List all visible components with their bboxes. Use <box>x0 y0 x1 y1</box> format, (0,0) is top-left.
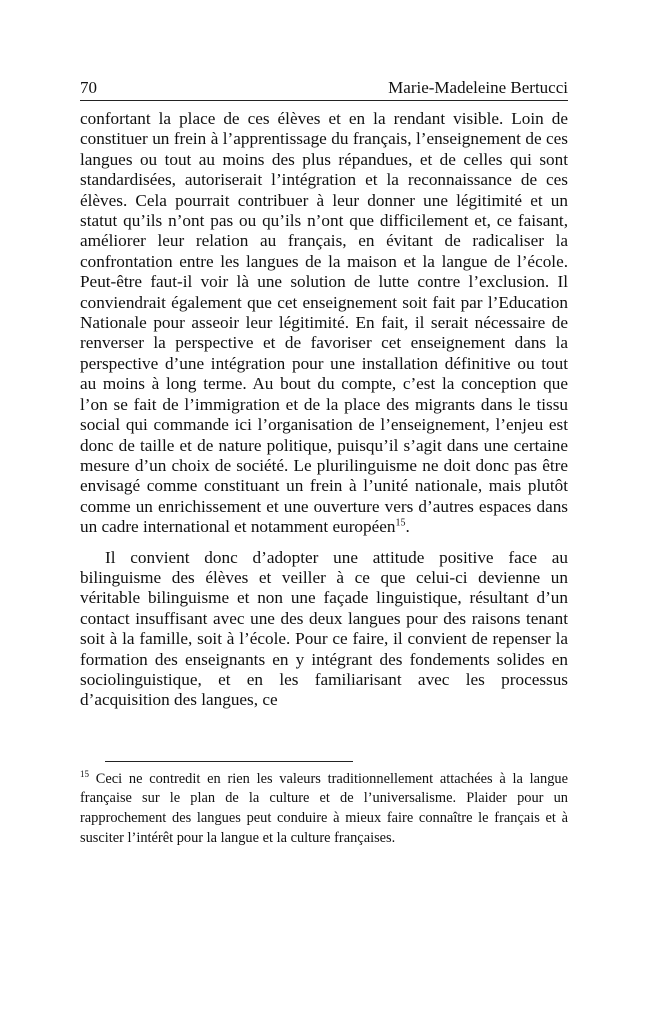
footnote-reference: 15 <box>395 517 406 529</box>
body-text <box>80 109 568 711</box>
footnote-15 <box>80 770 568 848</box>
paragraph-1 <box>80 109 568 538</box>
author-name: Marie-Madeleine Bertucci <box>388 78 568 97</box>
paragraph-2: Il convient donc d’adopter une attitude positive face au bilinguisme des élèves et veiller à ce que celui-ci devienne un véritable bilinguisme et non une façade linguistique, résultant d’un contact insuffisant avec une des deux langues pour des raisons tenant soit à la famille, soit à l’école. Pour ce faire, il convient de repenser la formation des enseignants en y intégrant des fondements solides en sociolinguistique, et en les familiarisant avec les processus d’acquisition des langues, ce <box>80 547 568 710</box>
footnote-divider <box>105 761 353 762</box>
paragraph-1-text: confortant la place de ces élèves et en la rendant visible. Loin de constituer un frein à l’apprentissage du français, l’enseignement de ces langues ou tout au moins des plus répandues, et de celles qui sont standardisées, autoriserait l’intégration et la reconnaissance de ces élèves. Cela pourrait contribuer à leur donner une légitimité et un statut qu’ils n’ont pas ou qu’ils n’ont que difficilement et, ce faisant, améliorer leur relation au français, en évitant de radicaliser la confrontation entre les langues de la maison et la langue de l’école. Peut-être faut-il voir là une solution de lutte contre l’exclusion. Il conviendrait également que cet enseignement soit fait par l’Education Nationale pour asseoir leur légitimité. En fait, il serait nécessaire de renverser la perspective et de favoriser cet enseignement dans la perspective d’une intégration pour une installation définitive ou tout au moins à long terme. Au bout du compte, c’est la conception que l’on se fait de l’immigration et de la place des migrants dans le tissu social qui commande ici l’organisation de l’enseignement, l’enjeu est donc de taille et de nature politique, puisqu’il s’agit dans une certaine mesure d’un choix de société. Le plurilinguisme ne doit donc pas être envisagé comme constituant un frein à l’unité nationale, mais plutôt comme un enrichissement et une ouverture vers d’autres espaces dans un cadre international et notamment européen <box>80 109 568 537</box>
page <box>80 78 568 848</box>
footnote <box>80 770 568 848</box>
footnote-number: 15 <box>80 768 89 779</box>
page-number: 70 <box>80 78 97 97</box>
running-head <box>80 78 568 101</box>
paragraph-1-end: . <box>405 517 410 537</box>
footnote-text: Ceci ne contredit en rien les valeurs traditionnellement attachées à la langue française sur le plan de la culture et de l’universalisme. Plaider pour un rapprochement des langues peut conduire à mieux faire connaître le français et à susciter l’intérêt pour la langue et la culture françaises. <box>80 770 568 846</box>
